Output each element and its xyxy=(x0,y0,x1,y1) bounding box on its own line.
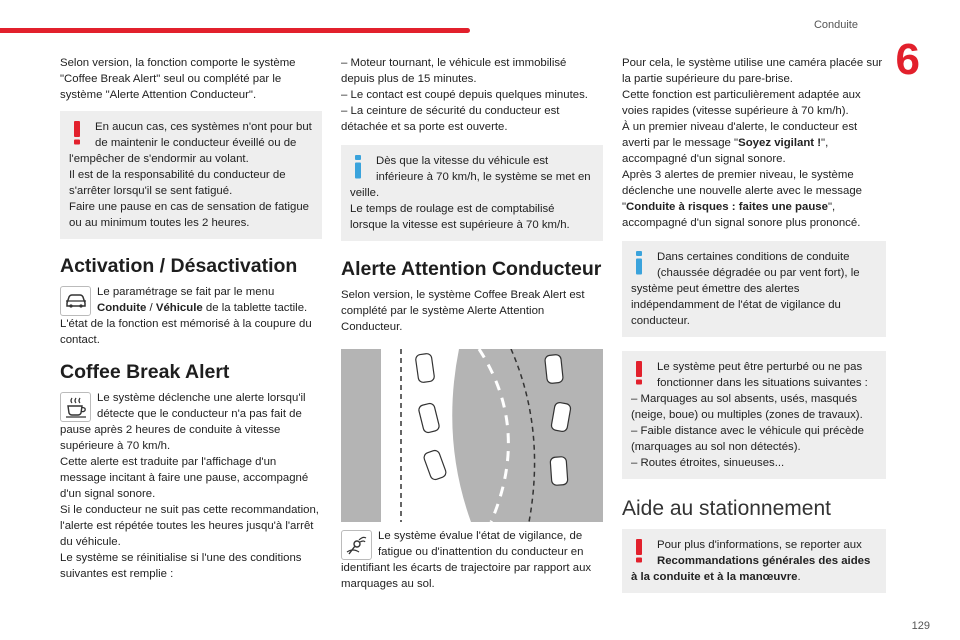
heading-coffee-break: Coffee Break Alert xyxy=(60,361,230,383)
first-alert-text-end: ", accompagné d'un signal sonore. xyxy=(622,137,829,165)
info-icon xyxy=(350,153,372,181)
header-accent-bar xyxy=(0,28,470,33)
coffee-paragraph xyxy=(60,390,322,582)
camera-location-text: Pour cela, le système utilise une caméra placée sur la partie supérieure du pare-brise. xyxy=(622,57,883,85)
warning-line: En aucun cas, ces systèmes n'ont pour but de maintenir le conducteur éveillé ou de l'empêcher de s'endormir au volant. xyxy=(69,121,312,165)
info-text: Dans certaines conditions de conduite (chaussée dégradée ou par vent fort), le système peut émettre des alertes indépendamment de l'état de vigilance du conducteur. xyxy=(631,251,860,327)
parking-reference: Recommandations générales des aides à la conduite et à la manœuvre xyxy=(631,555,871,583)
first-alert-text: À un premier niveau d'alerte, le conducteur est averti par le message " xyxy=(622,121,858,149)
condition-item: – Le contact est coupé depuis quelques minutes. xyxy=(341,89,588,101)
column-3 xyxy=(622,55,886,593)
coffee-line: Le système se réinitialise si l'une des conditions suivantes est remplie : xyxy=(60,552,302,580)
info-box xyxy=(622,241,886,337)
car-settings-icon xyxy=(60,286,91,316)
column-1 xyxy=(60,55,322,582)
activation-paragraph xyxy=(60,284,322,348)
warning-icon xyxy=(631,537,653,565)
condition-item: – La ceinture de sécurité du conducteur est détachée et sa porte est ouverte. xyxy=(341,105,560,133)
parking-text-end: . xyxy=(797,571,801,583)
function-scope-text: Cette fonction est particulièrement adaptée aux voies rapides (vitesse supérieure à 70 km/h). xyxy=(622,89,861,117)
second-alert-message: Conduite à risques : faites une pause xyxy=(626,201,828,213)
activation-memory-text: L'état de la fonction est mémorisé à la coupure du contact. xyxy=(60,318,312,346)
column-2 xyxy=(341,55,603,592)
coffee-line: Si le conducteur ne suit pas cette recommandation, l'alerte est répétée toutes les heures jusqu'à l'arrêt du véhicule. xyxy=(60,504,319,548)
second-alert-text: Après 3 alertes de premier niveau, le système déclenche une nouvelle alerte avec le message " xyxy=(622,169,862,213)
activation-text: Le paramétrage se fait par le menu xyxy=(97,286,275,298)
heading-aide-stationnement: Aide au stationnement xyxy=(622,497,831,520)
info-box xyxy=(341,145,603,241)
warning-item: – Routes étroites, sinueuses... xyxy=(631,457,785,469)
warning-line: Faire une pause en cas de sensation de fatigue ou au minimum toutes les 2 heures. xyxy=(69,201,310,229)
coffee-cup-icon xyxy=(60,392,91,422)
warning-box xyxy=(622,529,886,593)
warning-item: – Marquages au sol absents, usés, masqués (neige, boue) ou multiples (zones de travaux). xyxy=(631,393,863,421)
warning-item: – Faible distance avec le véhicule qui précède (marquages au sol non détectés). xyxy=(631,425,865,453)
info-line: Dès que la vitesse du véhicule est inférieure à 70 km/h, le système se met en veille. xyxy=(350,155,591,199)
coffee-line: Cette alerte est traduite par l'affichage d'un message incitant à faire une pause, accompagné d'un signal sonore. xyxy=(60,456,309,500)
chapter-number: 6 xyxy=(895,35,920,84)
info-line: Le temps de roulage est de comptabilisé lorsque la vitesse est supérieure à 70 km/h. xyxy=(350,203,570,231)
menu-vehicule: Véhicule xyxy=(155,302,203,314)
menu-separator: / xyxy=(146,302,156,314)
warning-icon xyxy=(631,359,653,387)
first-alert-message: Soyez vigilant ! xyxy=(738,137,822,149)
activation-text-end: de la tablette tactile. xyxy=(202,302,308,314)
second-alert-text-end: ", accompagné d'un signal sonore plus prononcé. xyxy=(622,201,861,229)
warning-box xyxy=(622,351,886,479)
page-number: 129 xyxy=(911,620,930,632)
warning-icon xyxy=(69,119,91,147)
warning-intro: Le système peut être perturbé ou ne pas fonctionner dans les situations suivantes : xyxy=(657,361,868,389)
camera-text: Le système évalue l'état de vigilance, de fatigue ou d'inattention du conducteur en identifiant les écarts de trajectoire par rapport aux marquages au sol. xyxy=(341,530,592,590)
parking-text: Pour plus d'informations, se reporter aux xyxy=(657,539,862,551)
intro-paragraph: Selon version, la fonction comporte le système "Coffee Break Alert" seul ou complété par le système "Alerte Attention Conducteur". xyxy=(60,57,296,101)
alert-intro: Selon version, le système Coffee Break Alert est complété par le système Alerte Attention Conducteur. xyxy=(341,289,585,333)
section-title: Conduite xyxy=(813,19,858,31)
warning-line: Il est de la responsabilité du conducteur de s'arrêter lorsqu'il se sent fatigué. xyxy=(69,169,286,197)
camera-paragraph xyxy=(341,528,603,592)
lane-drift-illustration xyxy=(341,349,603,522)
heading-alerte-attention: Alerte Attention Conducteur xyxy=(341,258,602,280)
coffee-line: Le système déclenche une alerte lorsqu'il détecte que le conducteur n'a pas fait de pause après 2 heures de conduite à vitesse supérieure à 70 km/h. xyxy=(60,392,306,452)
warning-box xyxy=(60,111,322,239)
info-icon xyxy=(631,249,653,277)
condition-item: – Moteur tournant, le véhicule est immobilisé depuis plus de 15 minutes. xyxy=(341,57,567,85)
menu-conduite: Conduite xyxy=(97,302,147,314)
camera-icon xyxy=(341,530,372,560)
heading-activation: Activation / Désactivation xyxy=(60,255,298,277)
